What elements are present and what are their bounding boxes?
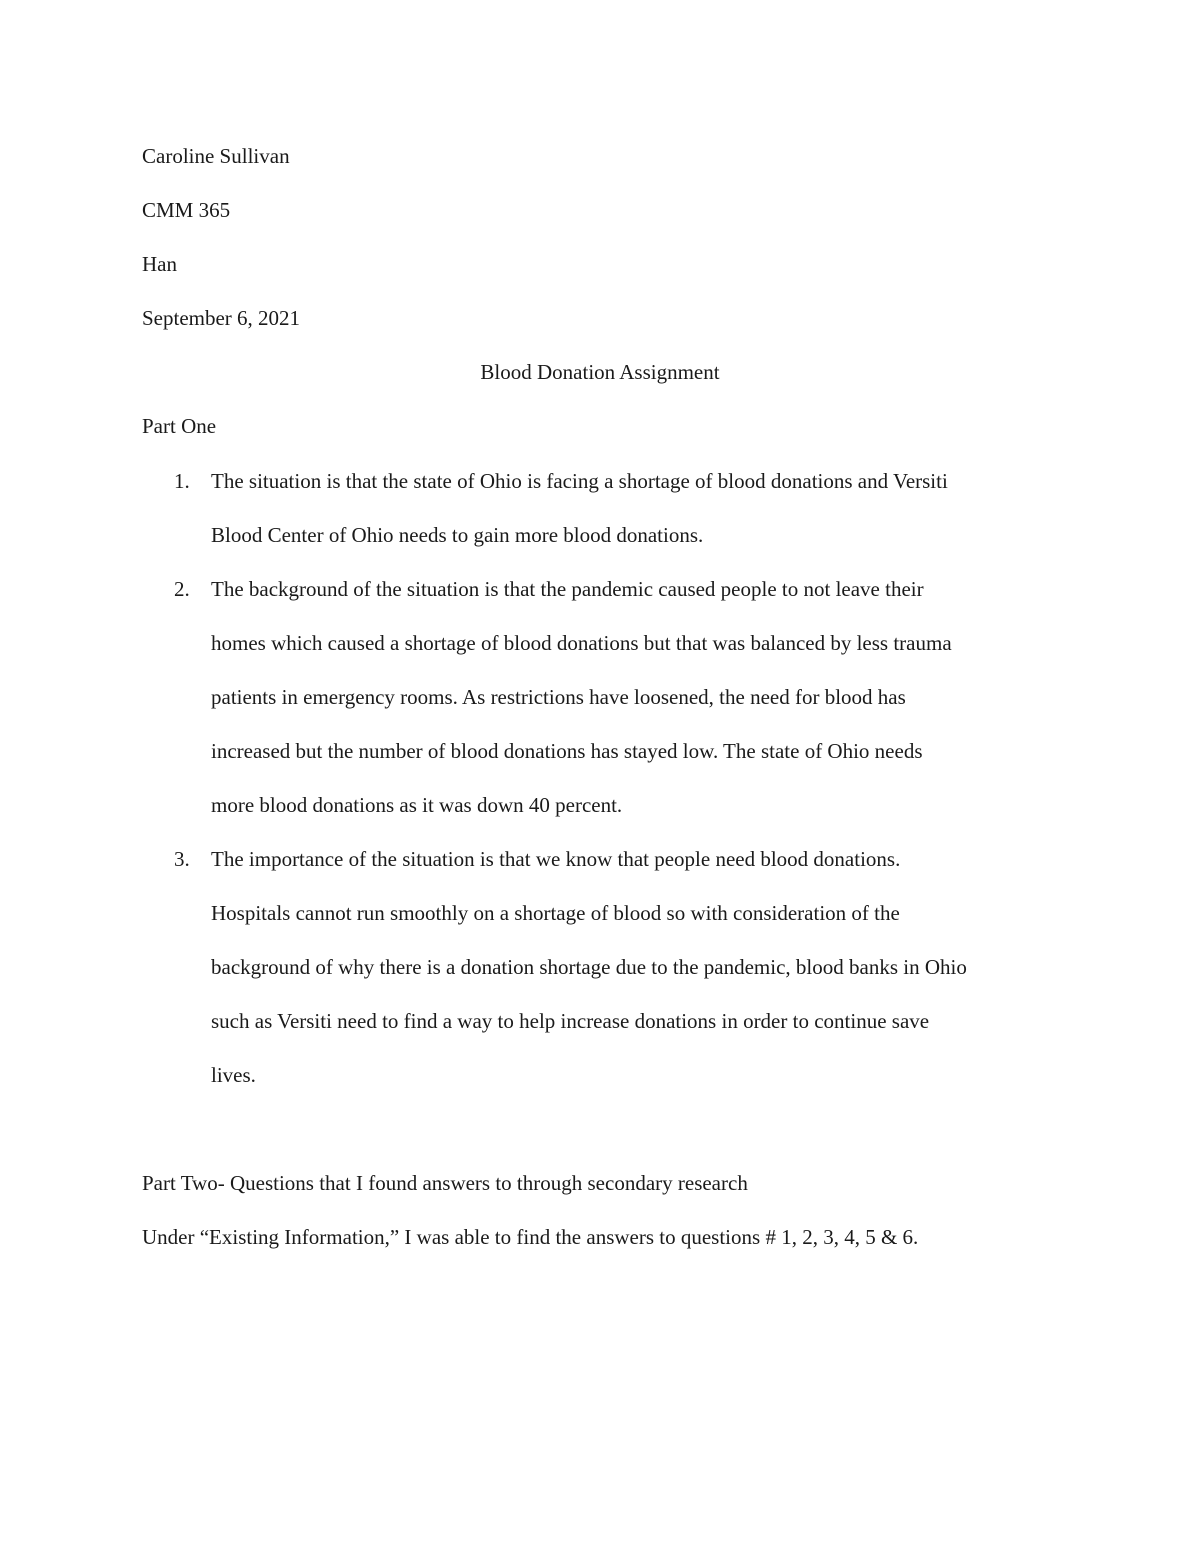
list-item-line: Blood Center of Ohio needs to gain more blood donations. bbox=[211, 523, 704, 547]
instructor-name: Han bbox=[142, 252, 177, 276]
list-item-number: 2. bbox=[174, 577, 190, 601]
list-item-line: The situation is that the state of Ohio is facing a shortage of blood donations and Versiti bbox=[211, 469, 948, 493]
course-code: CMM 365 bbox=[142, 198, 231, 222]
part-two-text: Under “Existing Information,” I was able to find the answers to questions # 1, 2, 3, 4, 5 & 6. bbox=[142, 1225, 919, 1249]
list-item-number: 3. bbox=[174, 847, 190, 871]
document-title: Blood Donation Assignment bbox=[480, 360, 720, 384]
list-item-number: 1. bbox=[174, 469, 190, 493]
list-item-line: homes which caused a shortage of blood donations but that was balanced by less trauma bbox=[211, 631, 952, 655]
list-item-line: The importance of the situation is that we know that people need blood donations. bbox=[211, 847, 901, 871]
list-item-line: background of why there is a donation shortage due to the pandemic, blood banks in Ohio bbox=[211, 955, 967, 979]
document-date: September 6, 2021 bbox=[142, 306, 301, 330]
list-item-line: more blood donations as it was down 40 percent. bbox=[211, 793, 623, 817]
list-item-line: such as Versiti need to find a way to help increase donations in order to continue save bbox=[211, 1009, 930, 1033]
author-name: Caroline Sullivan bbox=[142, 144, 290, 168]
list-item-line: patients in emergency rooms. As restrictions have loosened, the need for blood has bbox=[211, 685, 906, 709]
part-two-heading: Part Two- Questions that I found answers to through secondary research bbox=[142, 1171, 748, 1195]
list-item-line: Hospitals cannot run smoothly on a shortage of blood so with consideration of the bbox=[211, 901, 900, 925]
list-item-line: increased but the number of blood donations has stayed low. The state of Ohio needs bbox=[211, 739, 923, 763]
list-item-line: lives. bbox=[211, 1063, 256, 1087]
list-item-line: The background of the situation is that the pandemic caused people to not leave their bbox=[211, 577, 924, 601]
part-one-heading: Part One bbox=[142, 414, 217, 438]
